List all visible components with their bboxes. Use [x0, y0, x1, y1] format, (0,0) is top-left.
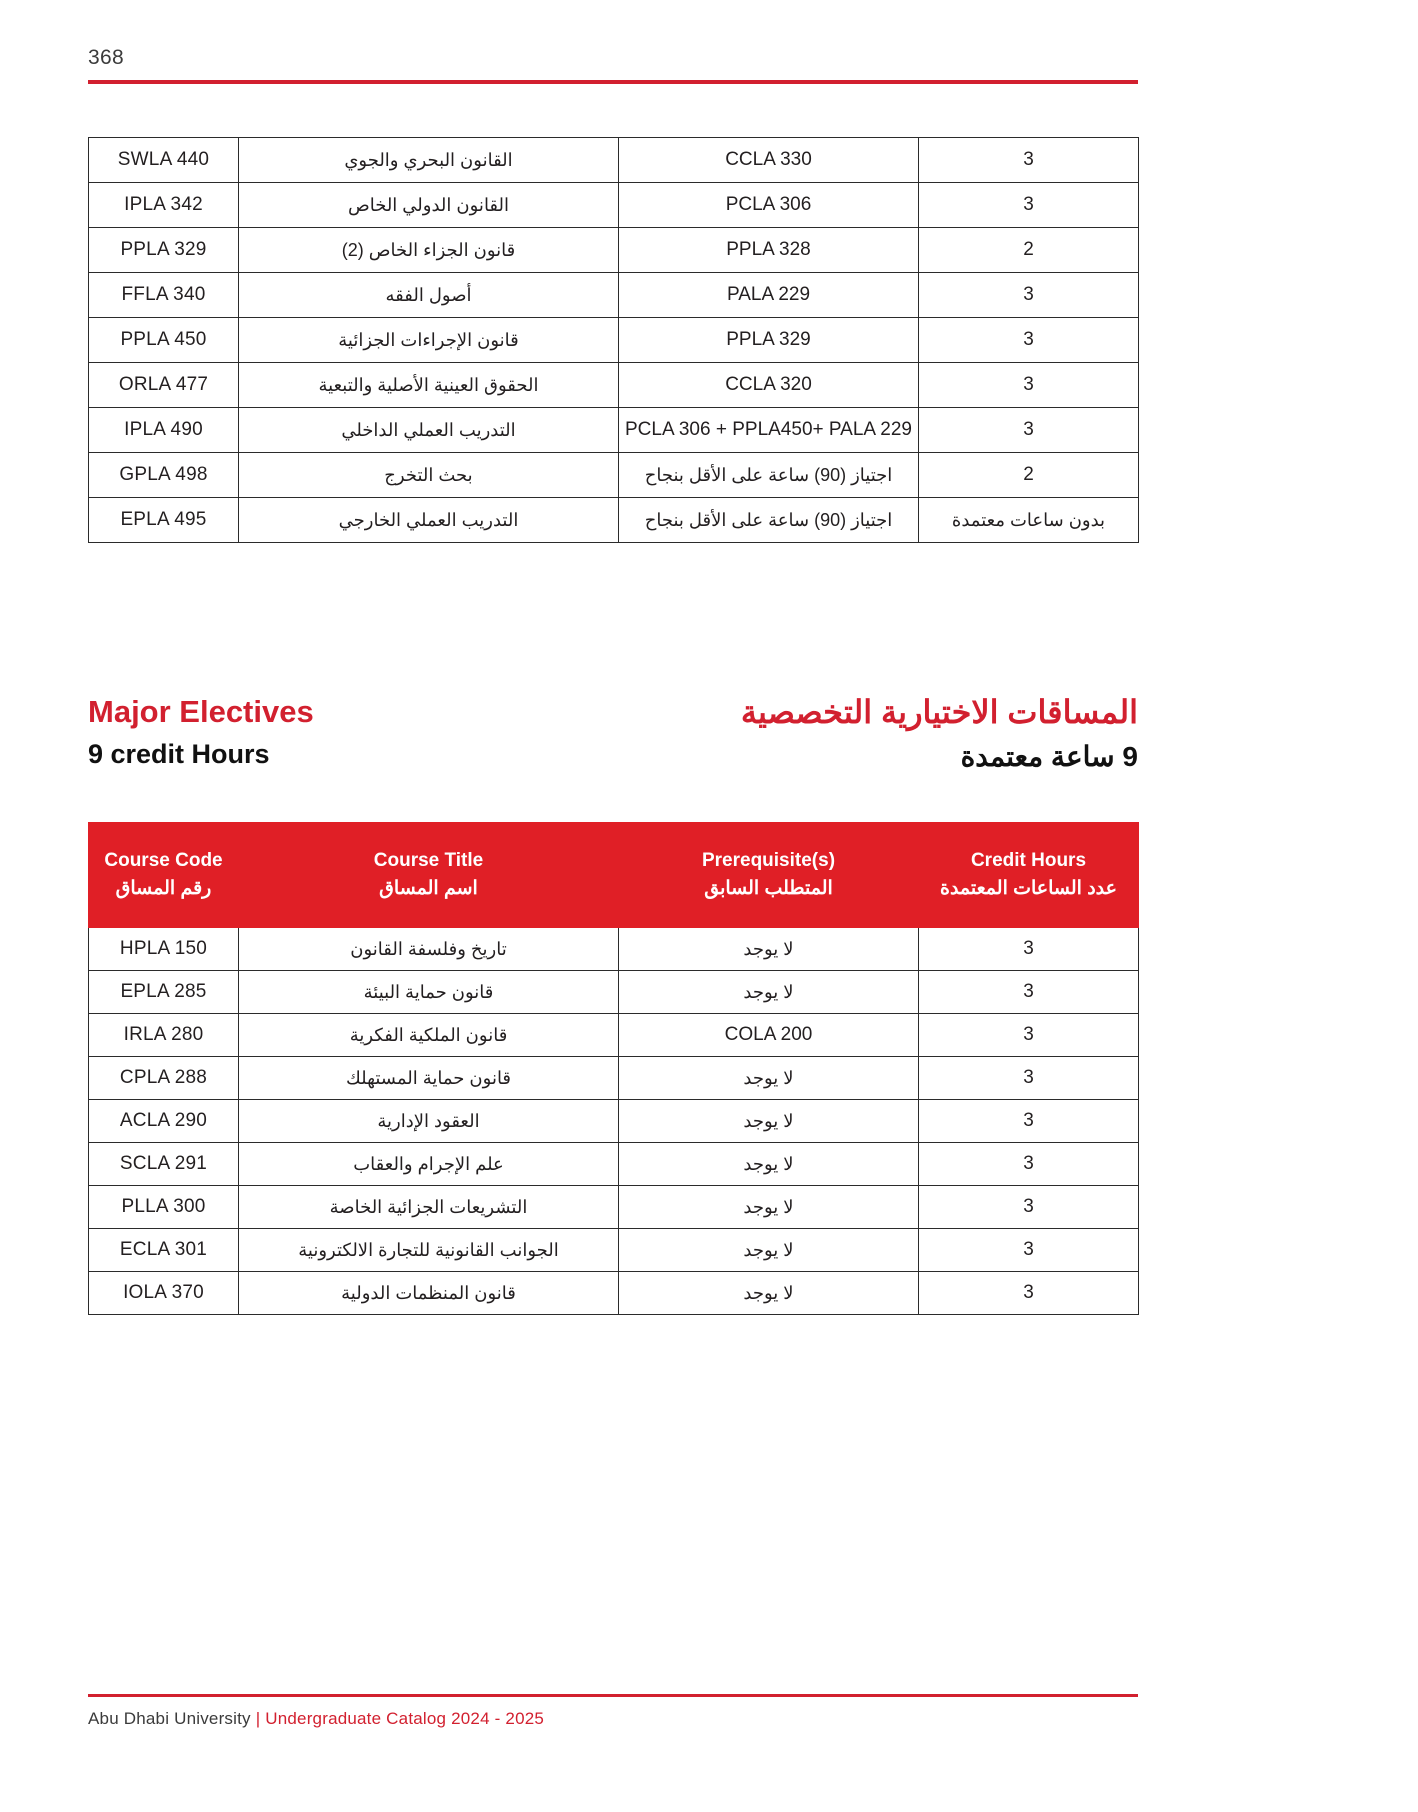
- section-headings: [88, 693, 1138, 775]
- course-title: قانون حماية البيئة: [239, 971, 619, 1014]
- table-row: [89, 1014, 1139, 1057]
- course-prerequisite: PALA 229: [619, 273, 919, 318]
- course-prerequisite: لا يوجد: [619, 1272, 919, 1315]
- table-row: [89, 928, 1139, 971]
- table-row: [89, 498, 1139, 543]
- course-credit-hours: 3: [919, 1272, 1139, 1315]
- page-footer: [88, 1694, 1138, 1729]
- header-credit-hours-en: Credit Hours: [970, 850, 1087, 872]
- course-code: IPLA 342: [89, 183, 239, 228]
- header-prerequisite-ar: المتطلب السابق: [704, 878, 833, 899]
- course-code: PPLA 329: [89, 228, 239, 273]
- course-prerequisite: PPLA 328: [619, 228, 919, 273]
- table-row: [89, 1186, 1139, 1229]
- major-electives-header: [89, 823, 1139, 928]
- course-title: قانون حماية المستهلك: [239, 1057, 619, 1100]
- course-credit-hours: 3: [919, 363, 1139, 408]
- table-row: [89, 1229, 1139, 1272]
- course-credit-hours: 3: [919, 971, 1139, 1014]
- table-row: [89, 138, 1139, 183]
- course-credit-hours: 3: [919, 318, 1139, 363]
- course-code: EPLA 285: [89, 971, 239, 1014]
- course-credit-hours: 3: [919, 928, 1139, 971]
- course-credit-hours: 3: [919, 408, 1139, 453]
- table-row: [89, 453, 1139, 498]
- course-credit-hours: 2: [919, 228, 1139, 273]
- course-title: قانون الإجراءات الجزائية: [239, 318, 619, 363]
- header-prerequisite-en: Prerequisite(s): [701, 850, 836, 872]
- table-row: [89, 273, 1139, 318]
- table-row: [89, 228, 1139, 273]
- footer-text: [88, 1709, 1138, 1729]
- footer-catalog: Undergraduate Catalog 2024 - 2025: [265, 1709, 545, 1728]
- footer-divider: [88, 1694, 1138, 1697]
- header-credit-hours: [919, 823, 1139, 928]
- core-requirements-table: [88, 137, 1139, 543]
- course-credit-hours: 3: [919, 138, 1139, 183]
- course-code: ACLA 290: [89, 1100, 239, 1143]
- course-title: التشريعات الجزائية الخاصة: [239, 1186, 619, 1229]
- course-credit-hours: 3: [919, 1186, 1139, 1229]
- course-prerequisite: لا يوجد: [619, 1229, 919, 1272]
- course-title: العقود الإدارية: [239, 1100, 619, 1143]
- course-prerequisite: لا يوجد: [619, 928, 919, 971]
- course-code: HPLA 150: [89, 928, 239, 971]
- major-electives-table: [88, 822, 1139, 1315]
- header-course-title-ar: اسم المساق: [379, 878, 478, 899]
- course-credit-hours: 3: [919, 1229, 1139, 1272]
- course-code: IPLA 490: [89, 408, 239, 453]
- table-row: [89, 1057, 1139, 1100]
- course-code: ORLA 477: [89, 363, 239, 408]
- course-prerequisite: PCLA 306: [619, 183, 919, 228]
- course-title: تاريخ وفلسفة القانون: [239, 928, 619, 971]
- course-title: الحقوق العينية الأصلية والتبعية: [239, 363, 619, 408]
- table-row: [89, 183, 1139, 228]
- table-row: [89, 1100, 1139, 1143]
- course-code: PLLA 300: [89, 1186, 239, 1229]
- course-title: قانون المنظمات الدولية: [239, 1272, 619, 1315]
- course-code: EPLA 495: [89, 498, 239, 543]
- course-credit-hours: 3: [919, 183, 1139, 228]
- course-prerequisite: لا يوجد: [619, 1143, 919, 1186]
- header-course-code: [89, 823, 239, 928]
- course-credit-hours: 3: [919, 1057, 1139, 1100]
- section-title-ar: المساقات الاختيارية التخصصية: [740, 694, 1138, 730]
- course-credit-hours: 3: [919, 1143, 1139, 1186]
- section-heading-arabic: [741, 693, 1138, 775]
- section-heading-english: [88, 693, 314, 773]
- course-title: التدريب العملي الداخلي: [239, 408, 619, 453]
- course-title: أصول الفقه: [239, 273, 619, 318]
- header-credit-hours-ar: عدد الساعات المعتمدة: [939, 878, 1117, 899]
- header-course-code-en: Course Code: [104, 850, 223, 872]
- table-row: [89, 1143, 1139, 1186]
- footer-institution: Abu Dhabi University: [88, 1709, 251, 1728]
- course-credit-hours: 3: [919, 1100, 1139, 1143]
- table-row: [89, 1272, 1139, 1315]
- header-prerequisite: [619, 823, 919, 928]
- page-header: [88, 46, 1138, 84]
- course-title: قانون الملكية الفكرية: [239, 1014, 619, 1057]
- course-prerequisite: لا يوجد: [619, 1100, 919, 1143]
- table-header-row: [89, 823, 1139, 928]
- course-credit-hours: 3: [919, 273, 1139, 318]
- course-prerequisite: اجتياز (90) ساعة على الأقل بنجاح: [619, 453, 919, 498]
- course-code: GPLA 498: [89, 453, 239, 498]
- table-row: [89, 971, 1139, 1014]
- course-code: IRLA 280: [89, 1014, 239, 1057]
- course-credit-hours: 2: [919, 453, 1139, 498]
- course-code: ECLA 301: [89, 1229, 239, 1272]
- course-title: التدريب العملي الخارجي: [239, 498, 619, 543]
- course-credit-hours: 3: [919, 1014, 1139, 1057]
- course-prerequisite: PPLA 329: [619, 318, 919, 363]
- course-prerequisite: لا يوجد: [619, 1057, 919, 1100]
- section-title-en: Major Electives: [88, 694, 314, 729]
- course-title: القانون البحري والجوي: [239, 138, 619, 183]
- table-row: [89, 363, 1139, 408]
- course-code: CPLA 288: [89, 1057, 239, 1100]
- course-prerequisite: PCLA 306 + PPLA450+ PALA 229: [619, 408, 919, 453]
- course-prerequisite: CCLA 320: [619, 363, 919, 408]
- core-requirements-body: [89, 138, 1139, 543]
- course-title: القانون الدولي الخاص: [239, 183, 619, 228]
- course-title: علم الإجرام والعقاب: [239, 1143, 619, 1186]
- course-title: قانون الجزاء الخاص (2): [239, 228, 619, 273]
- section-subtitle-ar: 9 ساعة معتمدة: [960, 740, 1138, 772]
- course-code: PPLA 450: [89, 318, 239, 363]
- footer-separator: |: [255, 1709, 261, 1728]
- major-electives-body: [89, 928, 1139, 1315]
- header-course-title-en: Course Title: [373, 850, 484, 872]
- section-subtitle-en: 9 credit Hours: [88, 739, 270, 770]
- course-code: SCLA 291: [89, 1143, 239, 1186]
- header-divider: [88, 80, 1138, 84]
- course-code: SWLA 440: [89, 138, 239, 183]
- table-row: [89, 318, 1139, 363]
- course-prerequisite: COLA 200: [619, 1014, 919, 1057]
- course-credit-hours: بدون ساعات معتمدة: [919, 498, 1139, 543]
- course-code: FFLA 340: [89, 273, 239, 318]
- course-title: بحث التخرج: [239, 453, 619, 498]
- course-prerequisite: CCLA 330: [619, 138, 919, 183]
- page-number: 368: [88, 46, 124, 69]
- course-prerequisite: لا يوجد: [619, 971, 919, 1014]
- course-prerequisite: اجتياز (90) ساعة على الأقل بنجاح: [619, 498, 919, 543]
- course-code: IOLA 370: [89, 1272, 239, 1315]
- table-row: [89, 408, 1139, 453]
- header-course-code-ar: رقم المساق: [115, 878, 212, 899]
- course-title: الجوانب القانونية للتجارة الالكترونية: [239, 1229, 619, 1272]
- header-course-title: [239, 823, 619, 928]
- course-prerequisite: لا يوجد: [619, 1186, 919, 1229]
